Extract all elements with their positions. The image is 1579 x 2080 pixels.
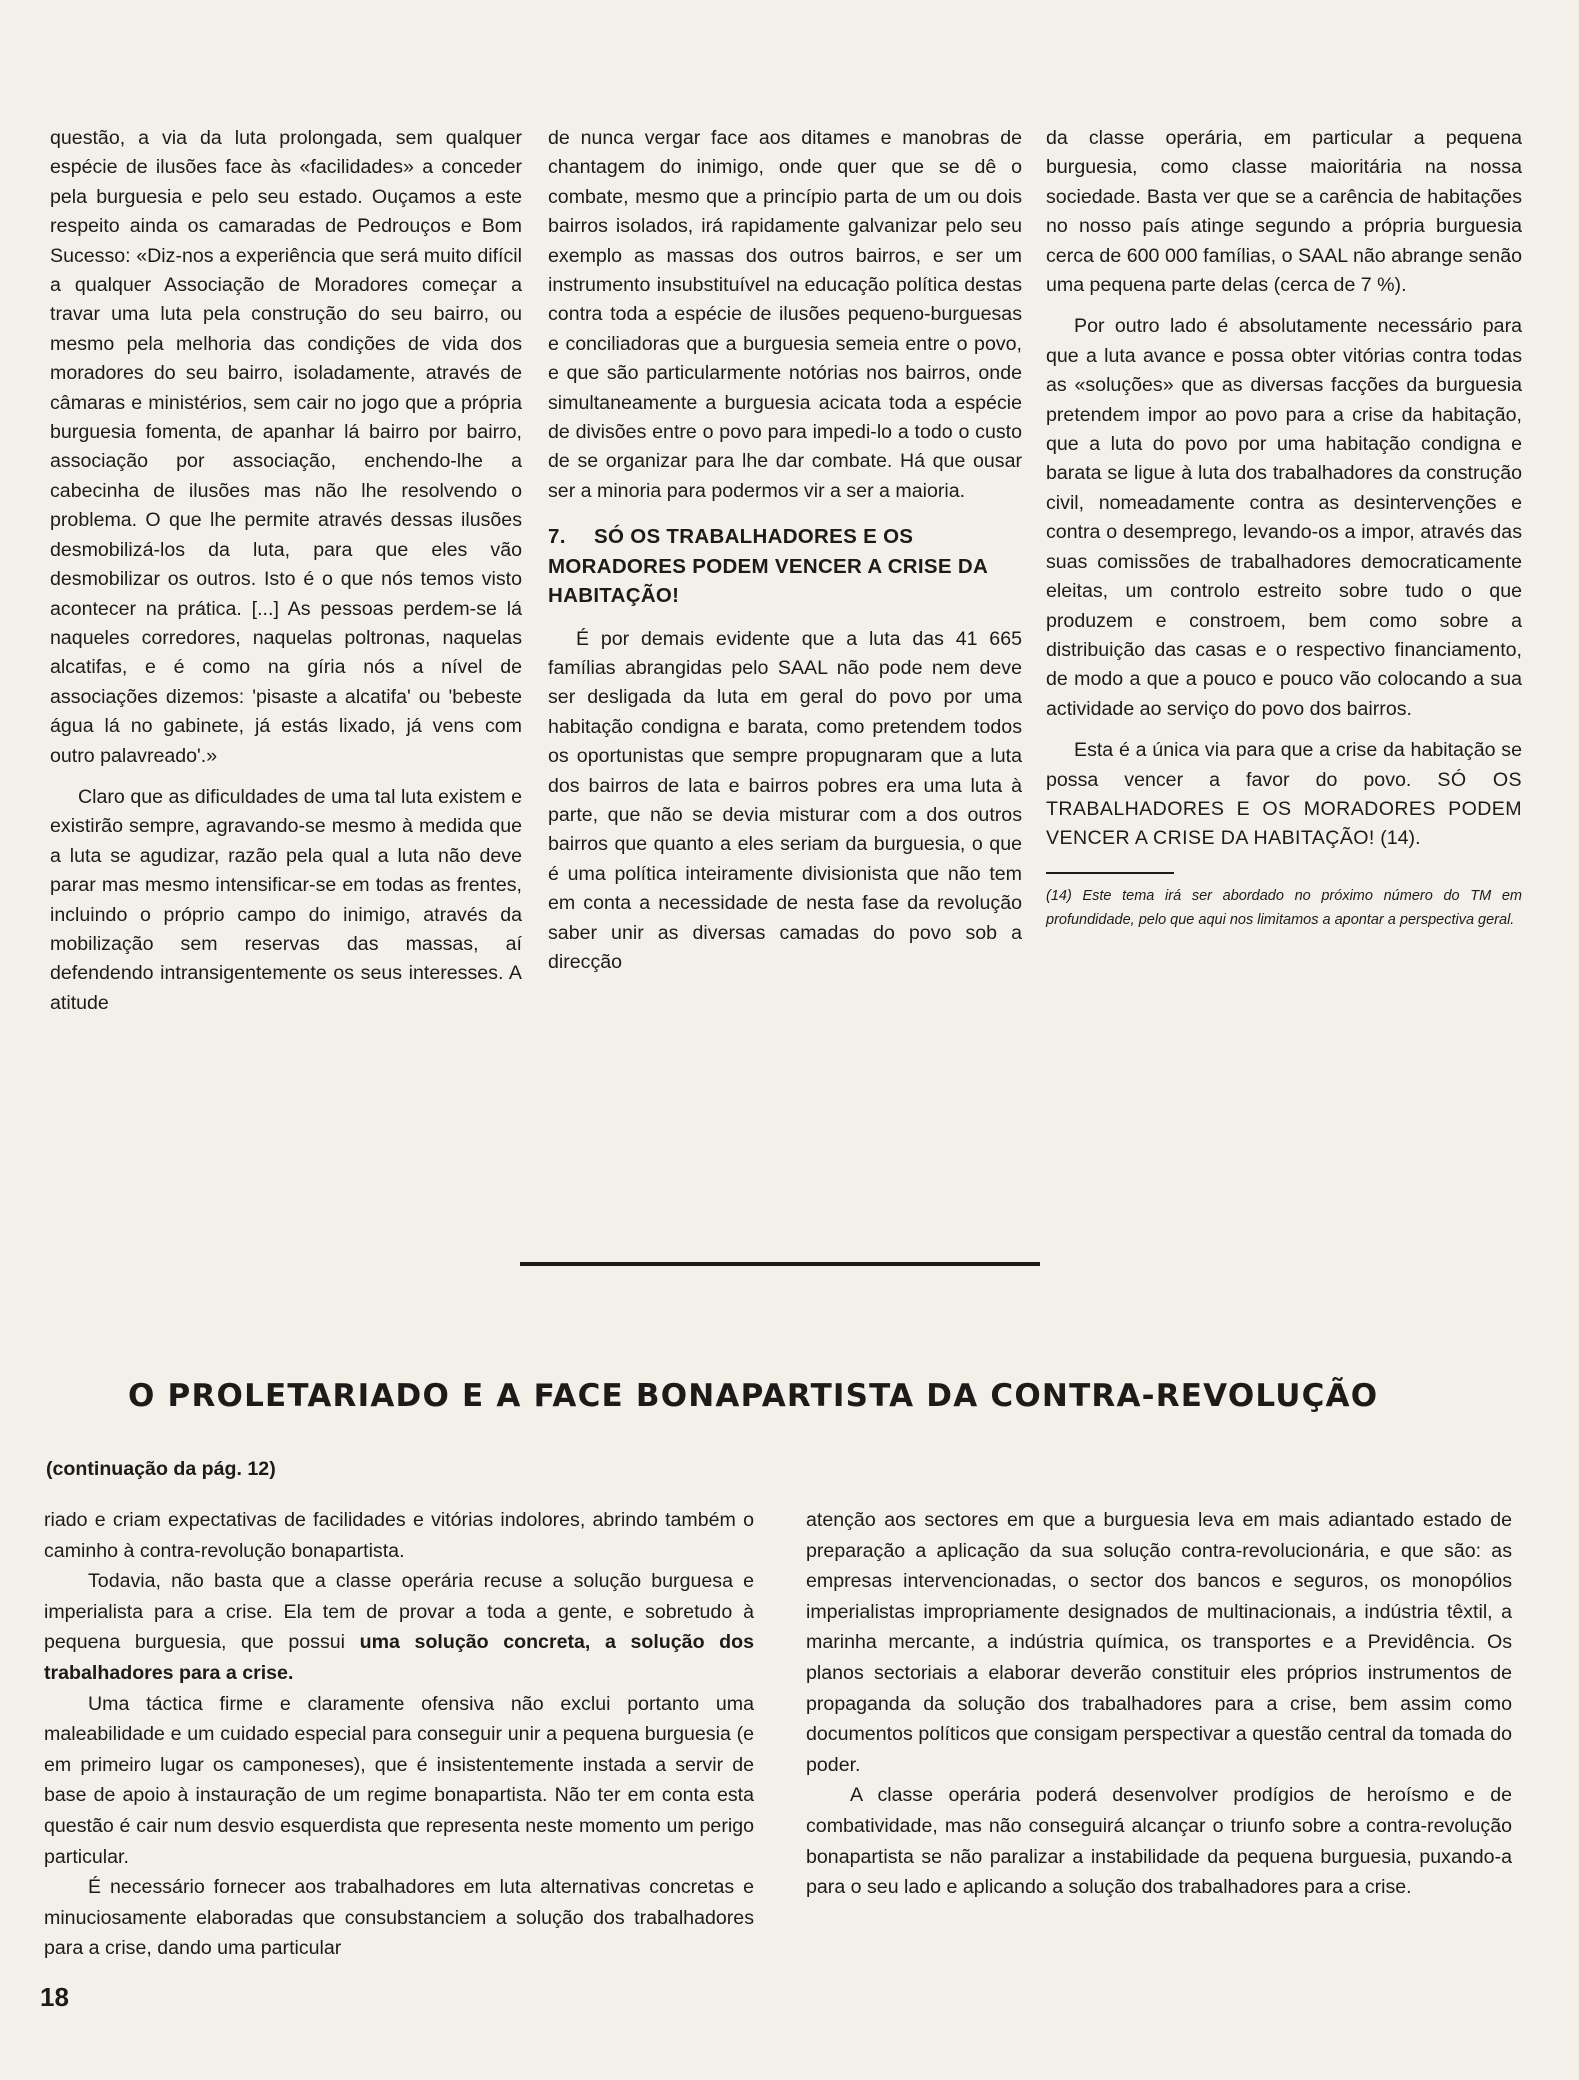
paragraph: atenção aos sectores em que a burguesia leva em mais adiantado estado de preparação a aplicação da sua solução contra-revolucionária, e que são: as empresas intervencionadas, o sector dos bancos e seguros, os monopólios imperialistas impropriamente designados de multinacionais, a indústria têxtil, a marinha mercante, a indústria química, os transportes e a Previdência. Os planos sectoriais a elaborar deverão constituir eles próprios instrumentos de propaganda da solução dos trabalhadores para a crise, bem assim como documentos políticos que consigam perspectivar a questão central da tomada do poder. (806, 1509, 1512, 1776)
paragraph-text: Todavia, não basta que a classe operária recuse a solução burguesa e imperialista para a crise. Ela tem de provar a toda a gente, e sobretudo à pequena burguesia, que possui (44, 1570, 754, 1654)
paragraph: A classe operária poderá desenvolver prodígios de heroísmo e de combatividade, mas não conseguirá alcançar o triunfo sobre a contra-revolução bonapartista se não paralizar a instabilidade da pequena burguesia, puxando-a para o seu lado e aplicando a solução dos trabalhadores para a crise. (806, 1784, 1512, 1899)
section-number: 7. (548, 525, 566, 549)
footnote-ref: (14). (1380, 827, 1421, 850)
paragraph: É necessário fornecer aos trabalhadores em luta alternativas concretas e minuciosamente elaboradas que consubstanciem a solução dos trabalhadores para a crise, dando uma particular (44, 1876, 754, 1960)
paragraph: riado e criam expectativas de facilidades e vitórias indolores, abrindo também o caminho à contra-revolução bonapartista. (44, 1509, 754, 1562)
paragraph (1046, 736, 1522, 854)
footnote-rule (1046, 872, 1174, 874)
page-number: 18 (40, 1982, 69, 2012)
top-column-3 (1046, 124, 1522, 932)
section-heading (548, 522, 1022, 610)
paragraph-text: Esta é a única via para que a crise da habitação se possa vencer a favor do povo. (1046, 739, 1522, 791)
top-column-1 (50, 124, 522, 1018)
paragraph: Uma táctica firme e claramente ofensiva não exclui portanto uma maleabilidade e um cuidado especial para conseguir unir a pequena burguesia (e em primeiro lugar os camponeses), que é insistentemente instada a servir de base de apoio à instauração de um regime bonapartista. Não ter em conta esta questão é cair num desvio esquerdista que representa neste momento um perigo particular. (44, 1692, 754, 1868)
bottom-column-2 (806, 1505, 1512, 1903)
article-title: O PROLETARIADO E A FACE BONAPARTISTA DA CONTRA-REVOLUÇÃO (128, 1378, 1379, 1414)
paragraph (44, 1566, 754, 1688)
continuation-note: (continuação da pág. 12) (46, 1458, 276, 1480)
bottom-column-1 (44, 1505, 754, 1964)
top-column-2 (548, 124, 1022, 977)
paragraph: Claro que as dificuldades de uma tal luta existem e existirão sempre, agravando-se mesmo à medida que a luta se agudizar, razão pela qual a luta não deve parar mas mesmo intensificar-se em todas as frentes, incluindo o próprio campo do inimigo, através da mobilização sem reservas das massas, aí defendendo intransigentemente os seus interesses. A atitude (50, 785, 522, 1014)
emphasis-text: uma solução concreta, a solução dos trabalhadores para a crise. (44, 1631, 754, 1684)
section-divider (520, 1262, 1040, 1266)
paragraph: de nunca vergar face aos ditames e manobras de chantagem do inimigo, onde quer que se dê o combate, mesmo que a princípio parta de um ou dois bairros isolados, irá rapidamente galvanizar pelo seu exemplo as massas dos outros bairros, e ser um instrumento insubstituível na educação política destas contra toda a espécie de ilusões pequeno-burguesas e conciliadoras que a burguesia semeia entre o povo, e que são particularmente notórias nos bairros, onde simultaneamente a burguesia acicata toda a espécie de divisões entre o povo para impedi-lo a todo o custo de se organizar para lhe dar combate. Há que ousar ser a minoria para podermos vir a ser a maioria. (548, 127, 1022, 502)
section-title: SÓ OS TRABALHADORES E OS MORADORES PODEM VENCER A CRISE DA HABITAÇÃO! (548, 525, 988, 608)
footnote: (14) Este tema irá ser abordado no próximo número do TM em profundidade, pelo que aqui nos limitamos a apontar a perspectiva geral. (1046, 887, 1522, 928)
paragraph: questão, a via da luta prolongada, sem qualquer espécie de ilusões face às «facilidades» a conceder pela burguesia e pelo seu estado. Ouçamos a este respeito ainda os camaradas de Pedrouços e Bom Sucesso: «Diz-nos a experiência que será muito difícil a qualquer Associação de Moradores começar a travar uma luta pela construção do seu bairro, ou mesmo pela melhoria das condições de vida dos moradores do seu bairro, isoladamente, através de câmaras e ministérios, sem cair no jogo que a própria burguesia fomenta, de apanhar lá bairro por bairro, associação por associação, enchendo-lhe a cabecinha de ilusões mas não lhe resolvendo o problema. O que lhe permite através dessas ilusões desmobilizá-los da luta, para que eles vão desmobilizar os outros. Isto é o que nós temos visto acontecer na prática. [...] As pessoas perdem-se lá naqueles corredores, naquelas poltronas, naquelas alcatifas, e é como na gíria nós a nível de associações dizemos: 'pisaste a alcatifa' ou 'bebeste água lá no gabinete, já estás lixado, já vens com outro palavreado'.» (50, 127, 522, 767)
paragraph: Por outro lado é absolutamente necessário para que a luta avance e possa obter vitórias contra todas as «soluções» que as diversas facções da burguesia pretendem impor ao povo para a crise da habitação, que a luta do povo por uma habitação condigna e barata se ligue à luta dos trabalhadores da construção civil, nomeadamente contra as desintervenções e contra o desemprego, levando-os a impor, através das suas comissões de trabalhadores democraticamente eleitas, um controlo estreito sobre tudo o que produzem e constroem, bem como sobre a distribuição das casas e o respectivo financiamento, de modo a que a pouco e pouco vão colocando a sua actividade ao serviço do povo dos bairros. (1046, 315, 1522, 720)
slogan-caps: SÓ OS TRABALHADORES E OS MORADORES PODEM VENCER A CRISE DA HABITAÇÃO! (1046, 768, 1522, 850)
paragraph: da classe operária, em particular a pequena burguesia, como classe maioritária na nossa sociedade. Basta ver que se a carência de habitações no nosso país atinge segundo a própria burguesia cerca de 600 000 famílias, o SAAL não abrange senão uma pequena parte delas (cerca de 7 %). (1046, 127, 1522, 297)
paragraph: É por demais evidente que a luta das 41 665 famílias abrangidas pelo SAAL não pode nem deve ser desligada da luta em geral do povo por uma habitação condigna e barata, como pretendem todos os oportunistas que sempre propugnaram que a luta dos bairros de lata e bairros pobres era uma luta à parte, que não se devia misturar com a dos outros bairros que quanto a eles seriam da burguesia, o que é uma política inteiramente divisionista que não tem em conta a necessidade de nesta fase da revolução saber unir as diversas camadas do povo sob a direcção (548, 627, 1022, 973)
